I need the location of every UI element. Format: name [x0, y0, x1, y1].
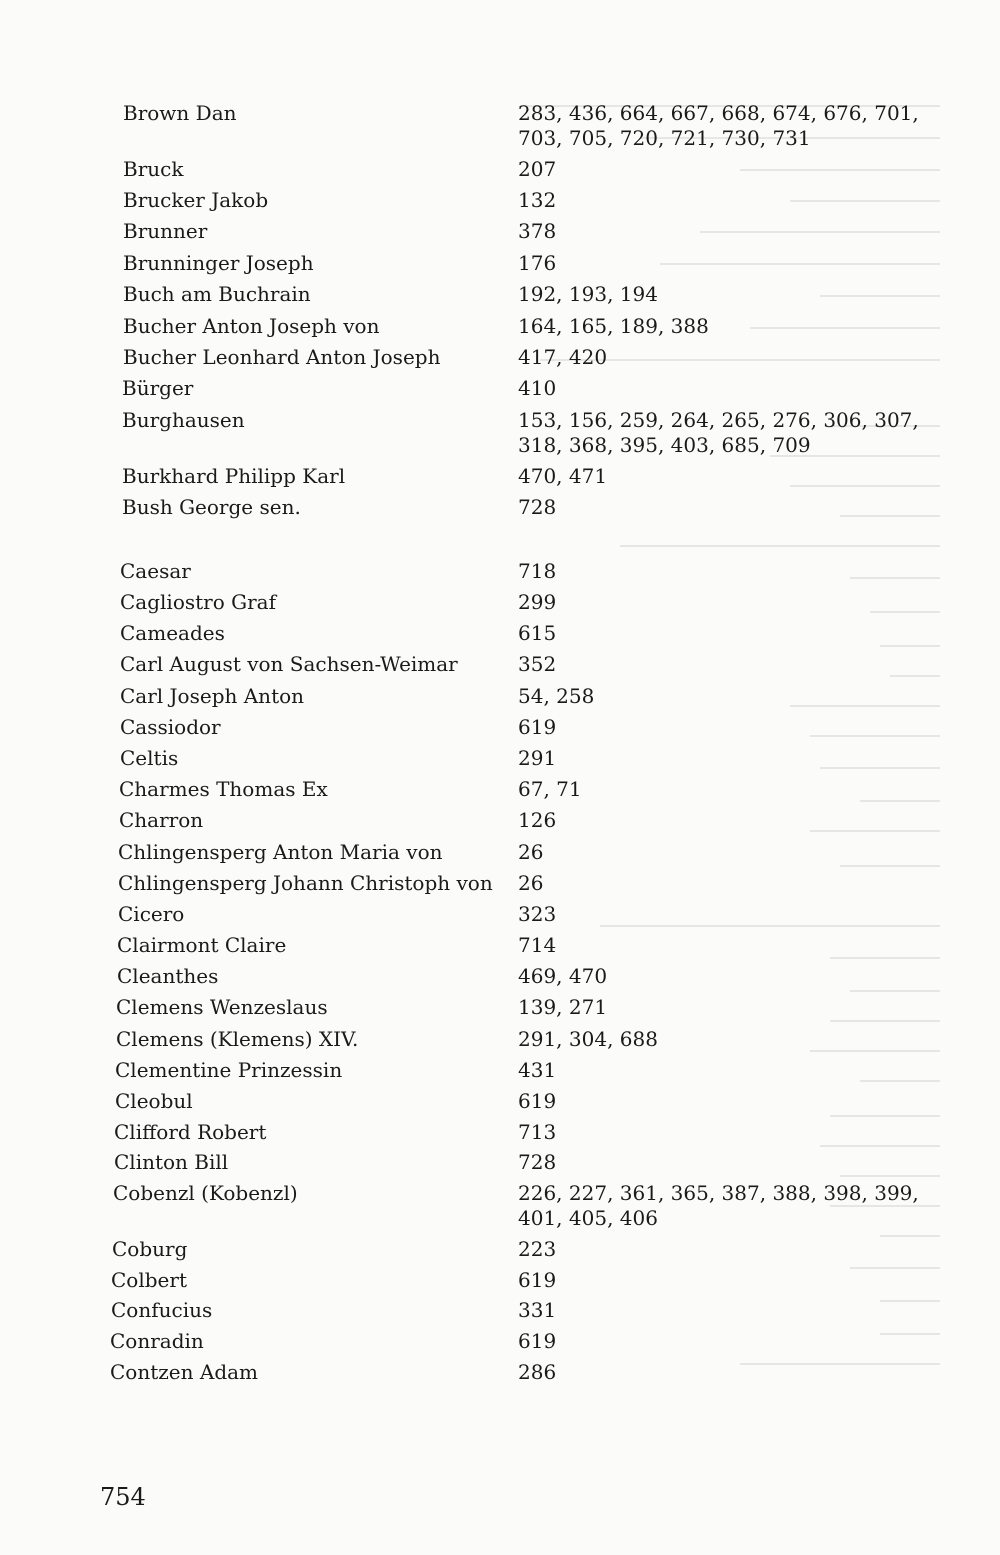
- page-references: 26: [518, 840, 544, 864]
- page-references: 176: [518, 251, 557, 275]
- entry-name: Buch am Buchrain: [123, 282, 311, 306]
- entry-name: Clairmont Claire: [117, 933, 287, 957]
- entry-pages: [518, 871, 543, 896]
- entry-pages: [518, 101, 919, 151]
- page-references: 283, 436, 664, 667, 668, 674, 676, 701,: [518, 101, 919, 125]
- page-number: 754: [100, 1483, 146, 1511]
- entry-pages: [518, 840, 543, 865]
- entry-pages: [518, 1027, 658, 1052]
- entry-pages: [518, 188, 556, 213]
- entry-name: Cicero: [118, 902, 185, 926]
- page-references: 223: [518, 1237, 557, 1261]
- entry-name: Celtis: [120, 746, 179, 770]
- page-references: 378: [518, 219, 557, 243]
- entry-name: Brunner: [123, 219, 208, 243]
- entry-name: Coburg: [112, 1237, 188, 1261]
- page-references: 126: [518, 808, 557, 832]
- entry-name: Chlingensperg Anton Maria von: [118, 840, 443, 864]
- page-references: 619: [518, 1089, 557, 1113]
- entry-name: Brown Dan: [123, 101, 237, 125]
- entry-pages: [518, 933, 556, 958]
- entry-pages: [518, 1298, 556, 1323]
- entry-name: Chlingensperg Johann Christoph von: [118, 871, 493, 895]
- entry-pages: [518, 995, 607, 1020]
- entry-name: Charron: [119, 808, 204, 832]
- page-references: 619: [518, 1268, 557, 1292]
- page-references: 718: [518, 559, 557, 583]
- entry-name: Confucius: [111, 1298, 213, 1322]
- entry-pages: [518, 376, 556, 401]
- page-references: 331: [518, 1298, 557, 1322]
- entry-pages: [518, 559, 556, 584]
- page-references: 26: [518, 871, 544, 895]
- entry-pages: [518, 1237, 556, 1262]
- entry-name: Bruck: [123, 157, 184, 181]
- page-references: 728: [518, 495, 557, 519]
- entry-pages: [518, 684, 594, 709]
- page-references: 470, 471: [518, 464, 608, 488]
- entry-pages: [518, 157, 556, 182]
- entry-pages: [518, 219, 556, 244]
- page-references: 619: [518, 715, 557, 739]
- page-references: 417, 420: [518, 345, 608, 369]
- entry-pages: [518, 1181, 919, 1231]
- page-references: 291: [518, 746, 557, 770]
- entry-pages: [518, 345, 607, 370]
- entry-name: Bucher Anton Joseph von: [123, 314, 380, 338]
- entry-name: Bürger: [122, 376, 194, 400]
- page-references: 703, 705, 720, 721, 730, 731: [518, 126, 811, 150]
- entry-name: Clementine Prinzessin: [115, 1058, 343, 1082]
- page-references: 401, 405, 406: [518, 1206, 658, 1230]
- page-references: 299: [518, 590, 557, 614]
- entry-name: Charmes Thomas Ex: [119, 777, 328, 801]
- page-references: 713: [518, 1120, 557, 1144]
- entry-pages: [518, 1058, 556, 1083]
- entry-pages: [518, 746, 556, 771]
- entry-pages: [518, 964, 607, 989]
- page-references: 431: [518, 1058, 557, 1082]
- entry-name: Clinton Bill: [114, 1150, 229, 1174]
- page-references: 286: [518, 1360, 557, 1384]
- page-references: 132: [518, 188, 557, 212]
- entry-name: Burghausen: [122, 408, 245, 432]
- entry-pages: [518, 1089, 556, 1114]
- page-references: 469, 470: [518, 964, 608, 988]
- entry-name: Cleanthes: [117, 964, 219, 988]
- entry-pages: [518, 1329, 556, 1354]
- entry-pages: [518, 715, 556, 740]
- page-references: 615: [518, 621, 557, 645]
- page-references: 323: [518, 902, 557, 926]
- entry-name: Bucher Leonhard Anton Joseph: [123, 345, 441, 369]
- entry-pages: [518, 1150, 556, 1175]
- entry-pages: [518, 621, 556, 646]
- entry-pages: [518, 464, 607, 489]
- entry-pages: [518, 652, 556, 677]
- entry-name: Contzen Adam: [110, 1360, 259, 1384]
- entry-pages: [518, 408, 919, 458]
- entry-pages: [518, 314, 709, 339]
- page-references: 67, 71: [518, 777, 582, 801]
- page-references: 714: [518, 933, 557, 957]
- page-references: 291, 304, 688: [518, 1027, 658, 1051]
- entry-name: Burkhard Philipp Karl: [122, 464, 346, 488]
- entry-name: Brucker Jakob: [123, 188, 269, 212]
- page-references: 226, 227, 361, 365, 387, 388, 398, 399,: [518, 1181, 919, 1205]
- page-references: 207: [518, 157, 557, 181]
- entry-name: Cameades: [120, 621, 225, 645]
- page-references: 352: [518, 652, 557, 676]
- page-references: 318, 368, 395, 403, 685, 709: [518, 433, 811, 457]
- entry-pages: [518, 495, 556, 520]
- entry-name: Colbert: [111, 1268, 187, 1292]
- entry-pages: [518, 282, 658, 307]
- entry-pages: [518, 1360, 556, 1385]
- entry-name: Cobenzl (Kobenzl): [113, 1181, 298, 1205]
- entry-name: Cleobul: [115, 1089, 193, 1113]
- entry-name: Clifford Robert: [114, 1120, 267, 1144]
- entry-pages: [518, 251, 556, 276]
- entry-pages: [518, 1120, 556, 1145]
- entry-pages: [518, 902, 556, 927]
- entry-name: Brunninger Joseph: [123, 251, 314, 275]
- page-references: 192, 193, 194: [518, 282, 658, 306]
- page-references: 619: [518, 1329, 557, 1353]
- entry-name: Conradin: [110, 1329, 204, 1353]
- entry-name: Clemens Wenzeslaus: [116, 995, 328, 1019]
- page-references: 54, 258: [518, 684, 595, 708]
- page-references: 153, 156, 259, 264, 265, 276, 306, 307,: [518, 408, 919, 432]
- entry-name: Clemens (Klemens) XIV.: [116, 1027, 359, 1051]
- page-references: 139, 271: [518, 995, 608, 1019]
- entry-pages: [518, 808, 556, 833]
- page-references: 410: [518, 376, 557, 400]
- entry-name: Carl August von Sachsen-Weimar: [120, 652, 458, 676]
- entry-pages: [518, 590, 556, 615]
- entry-name: Bush George sen.: [122, 495, 301, 519]
- page-references: 728: [518, 1150, 557, 1174]
- entry-name: Cassiodor: [120, 715, 221, 739]
- page-references: 164, 165, 189, 388: [518, 314, 709, 338]
- entry-pages: [518, 777, 582, 802]
- entry-name: Carl Joseph Anton: [120, 684, 305, 708]
- entry-name: Cagliostro Graf: [120, 590, 276, 614]
- entry-pages: [518, 1268, 556, 1293]
- entry-name: Caesar: [120, 559, 191, 583]
